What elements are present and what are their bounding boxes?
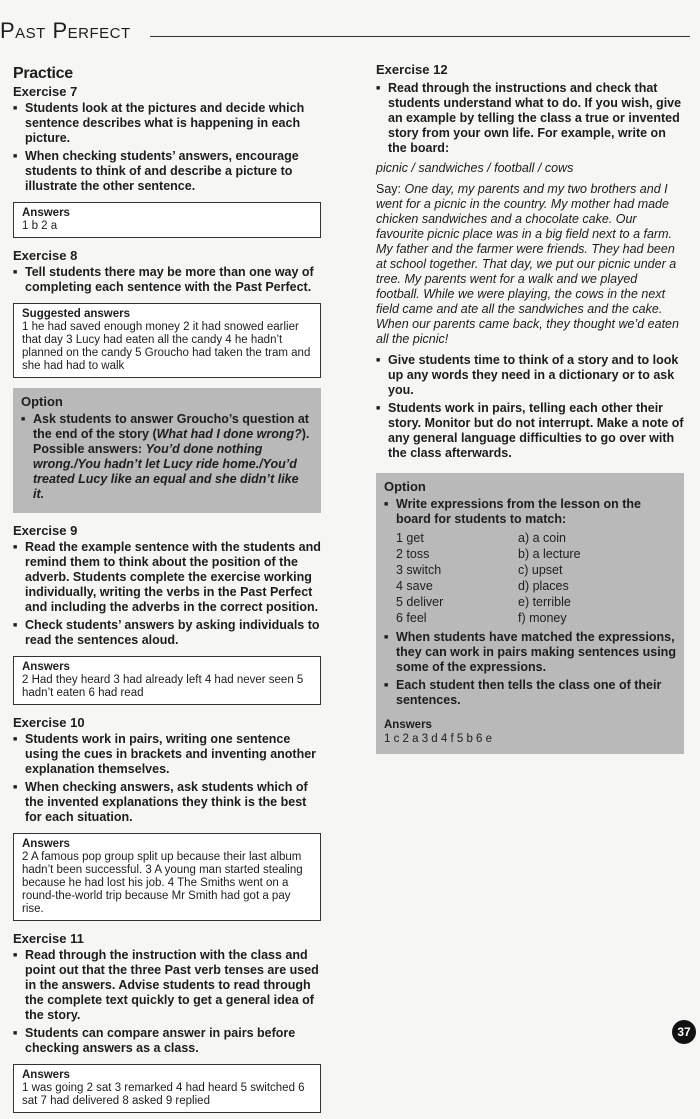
exercise-12-bullet-1: ■ Read through the instructions and check that students understand what to do. If you wish, give an example by telling the class a true or invented story from your own life. For example, write on the board:	[376, 81, 684, 156]
answers-text: 2 A famous pop group split up because their last album hadn’t been successful. 3 A young man started stealing because he had lost his job. 4 The Smiths went on a round-the-world trip because Mr Smith had got a pay rise.	[22, 851, 303, 915]
exercise-10-answers-box	[13, 833, 321, 921]
option-bullet-1: ■ Write expressions from the lesson on the board for students to match:	[384, 497, 676, 527]
exercise-11-bullet-2: ■ Students can compare answer in pairs before checking answers as a class.	[13, 1026, 321, 1056]
practice-heading: Practice	[13, 65, 73, 82]
answers-text: 1 was going 2 sat 3 remarked 4 had heard 5 switched 6 sat 7 had delivered 8 asked 9 replied	[22, 1082, 305, 1107]
exercise-12-bullet-3: ■ Students work in pairs, telling each other their story. Monitor but do not interrupt. Make a note of any general language difficulties to go over with the class afterwards.	[376, 401, 684, 461]
exercise-8-bullet-1: ■ Tell students there may be more than one way of completing each sentence with the Past Perfect.	[13, 265, 321, 295]
answers-label: Answers	[22, 661, 70, 673]
page-title: Past Perfect	[0, 18, 131, 43]
exercise-7-heading: Exercise 7	[13, 84, 78, 99]
match-right-4: d) places	[518, 579, 569, 593]
option-box-1	[13, 388, 321, 513]
matching-list	[396, 531, 676, 626]
answers-label: Suggested answers	[22, 308, 131, 320]
exercise-7-answers-box	[13, 202, 321, 238]
option-box-2	[376, 473, 684, 754]
exercise-12-bullet-2: ■ Give students time to think of a story and to look up any words they need in a dictionary or to ask you.	[376, 353, 684, 398]
exercise-11-answers-box	[13, 1064, 321, 1113]
match-left-5: 5 deliver	[396, 595, 444, 609]
answers-label: Answers	[384, 719, 432, 731]
option-heading: Option	[21, 394, 63, 409]
exercise-9-answers-box	[13, 656, 321, 705]
answers-text: 1 c 2 a 3 d 4 f 5 b 6 e	[384, 733, 493, 745]
exercise-7-bullet-2: ■ When checking students’ answers, encourage students to think of and describe a picture to illustrate the other sentence.	[13, 149, 321, 194]
exercise-8-answers-box	[13, 303, 321, 378]
match-left-3: 3 switch	[396, 563, 442, 577]
exercise-9-bullet-2: ■ Check students’ answers by asking individuals to read the sentences aloud.	[13, 618, 321, 648]
exercise-11-heading: Exercise 11	[13, 931, 84, 946]
match-right-5: e) terrible	[518, 595, 571, 609]
board-example: picnic / sandwiches / football / cows	[376, 161, 574, 175]
exercise-7-bullet-1: ■ Students look at the pictures and decide which sentence describes what is happening in each picture.	[13, 101, 321, 146]
left-column	[13, 62, 321, 1119]
answers-label: Answers	[22, 838, 70, 850]
exercise-10-bullet-2: ■ When checking answers, ask students which of the invented explanations they think is the best for each situation.	[13, 780, 321, 825]
right-column	[376, 62, 684, 762]
match-right-3: c) upset	[518, 563, 563, 577]
exercise-9-heading: Exercise 9	[13, 523, 78, 538]
story-example: Say: One day, my parents and my two brothers and I went for a picnic in the country. My mother had made chicken sandwiches and a chocolate cake. Our favourite picnic place was in a big field next to a farm. My father and the farmer were friends. They had been at school together. That day, we put our picnic under a tree. My parents went for a walk and we played football. While we were playing, the cows in the next field came and ate all the sandwiches and the cake. When our parents came back, they thought we’d eaten all the picnic!	[376, 182, 679, 346]
exercise-11-bullet-1: ■ Read through the instruction with the class and point out that the three Past verb tenses are used in the answers. Advise students to read through the complete text quickly to get a general idea of the story.	[13, 948, 321, 1023]
exercise-10-heading: Exercise 10	[13, 715, 85, 730]
exercise-8-heading: Exercise 8	[13, 248, 78, 263]
match-right-2: b) a lecture	[518, 547, 581, 561]
answers-label: Answers	[22, 207, 70, 219]
option-bullet: ■ Ask students to answer Groucho’s question at the end of the story (What had I done wrong?). Possible answers: You’d done nothing wrong./You hadn’t let Lucy ride home./You’d treated Lucy like an equal and she didn’t like it.	[21, 412, 313, 502]
title-rule	[150, 36, 690, 37]
match-left-6: 6 feel	[396, 611, 427, 625]
answers-label: Answers	[22, 1069, 70, 1081]
answers-text: 1 he had saved enough money 2 it had snowed earlier that day 3 Lucy had eaten all the candy 4 he hadn’t planned on the candy 5 Groucho had taken the tram and she had had to walk	[22, 321, 311, 372]
exercise-12-heading: Exercise 12	[376, 62, 448, 77]
match-right-1: a) a coin	[518, 531, 566, 545]
match-right-6: f) money	[518, 611, 567, 625]
page-number: 37	[672, 1020, 696, 1044]
exercise-10-bullet-1: ■ Students work in pairs, writing one sentence using the cues in brackets and inventing another explanation themselves.	[13, 732, 321, 777]
option-heading: Option	[384, 479, 426, 494]
option-bullet-2: ■ When students have matched the expressions, they can work in pairs making sentences using some of the expressions.	[384, 630, 676, 675]
match-left-4: 4 save	[396, 579, 433, 593]
answers-text: 2 Had they heard 3 had already left 4 had never seen 5 hadn’t eaten 6 had read	[22, 674, 304, 699]
match-left-2: 2 toss	[396, 547, 430, 561]
option-bullet-3: ■ Each student then tells the class one of their sentences.	[384, 678, 676, 708]
answers-text: 1 b 2 a	[22, 220, 58, 232]
match-left-1: 1 get	[396, 531, 424, 545]
exercise-9-bullet-1: ■ Read the example sentence with the students and remind them to think about the position of the adverb. Students complete the exercise working individually, writing the verbs in the Past Perfect and including the adverbs in the correct position.	[13, 540, 321, 615]
